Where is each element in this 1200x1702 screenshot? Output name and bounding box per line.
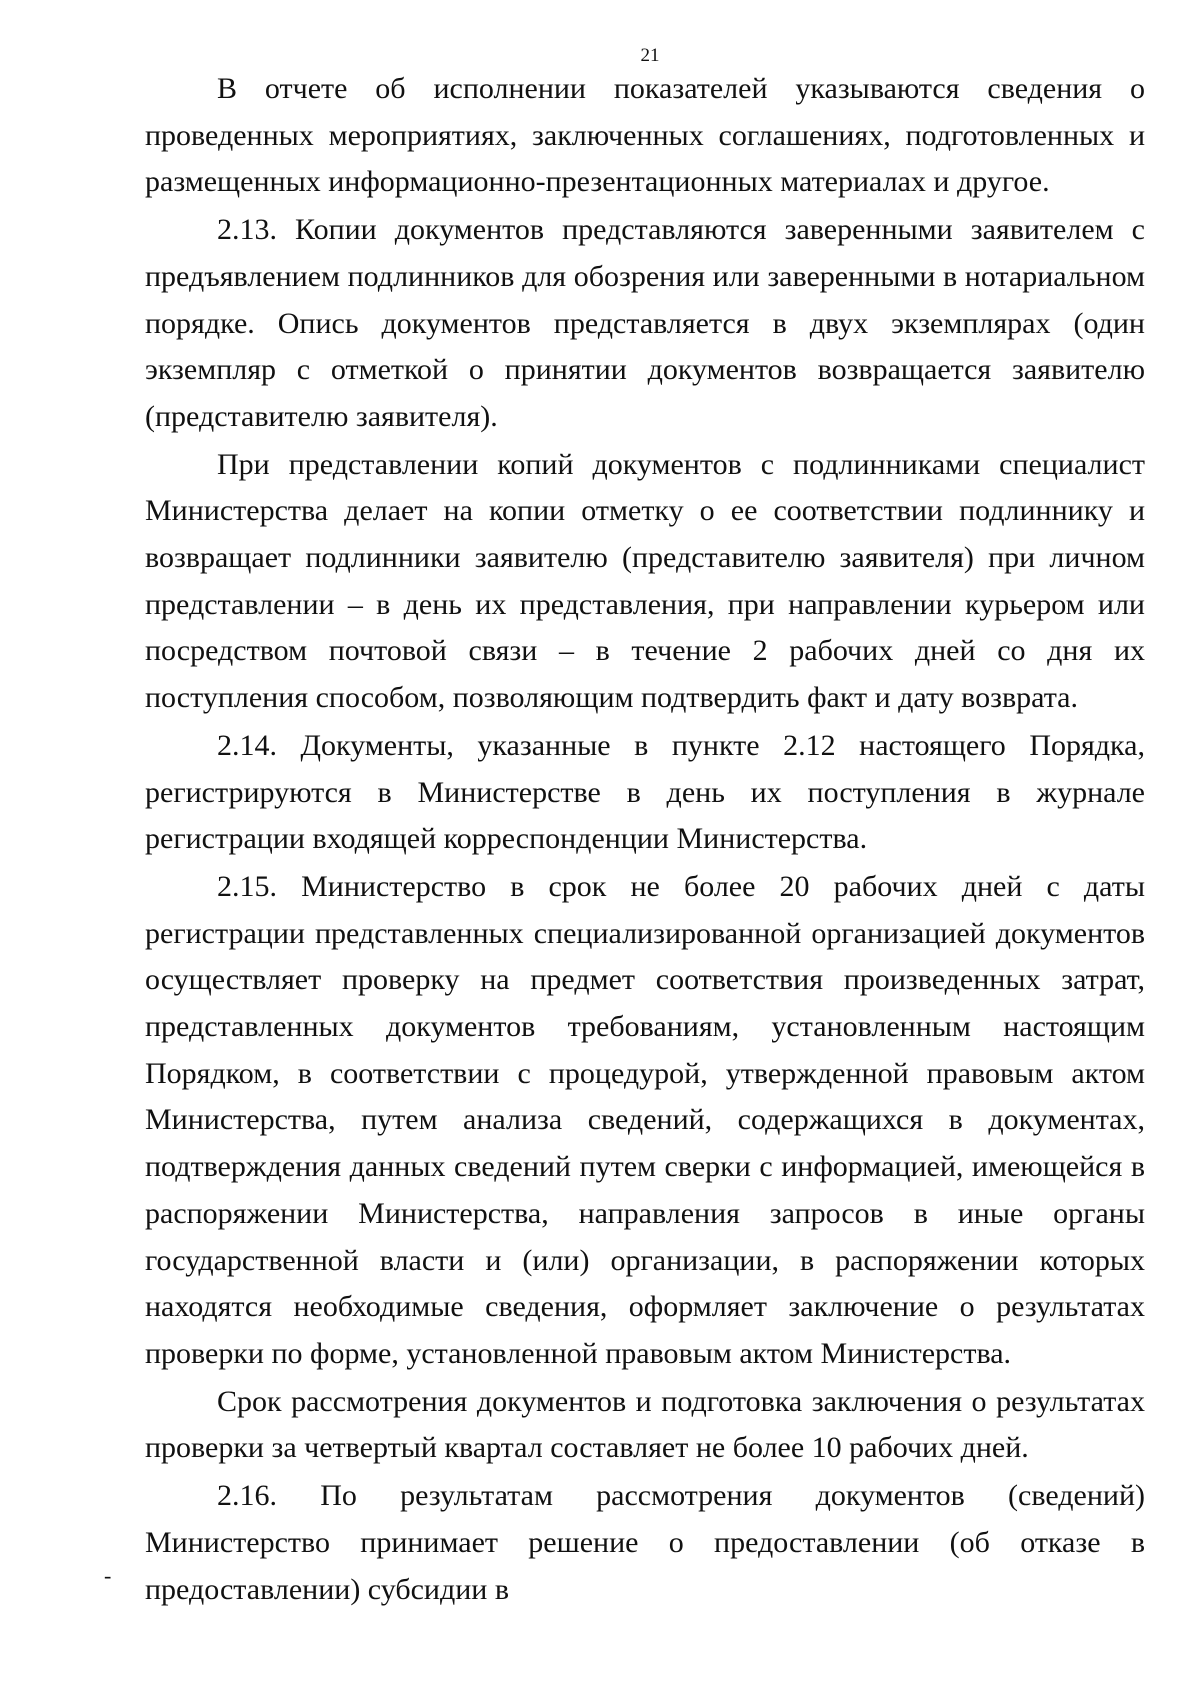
- margin-mark: -: [104, 1563, 112, 1588]
- paragraph-2-13-document-copies: 2.13. Копии документов представляются заверенными заявителем с предъявлением подлинников для обозрения или заверенными в нотариальном порядке. Опись документов представляется в двух экземплярах (один экземпляр с отметкой о принятии документов возвращается заявителю (представителю заявителя).: [145, 213, 1145, 433]
- paragraph-copies-with-originals: При представлении копий документов с подлинниками специалист Министерства делает на копии отметку о ее соответствии подлиннику и возвращает подлинники заявителю (представителю заявителя) при личном представлении – в день их представления, при направлении курьером или посредством почтовой связи – в течение 2 рабочих дней со дня их поступления способом, позволяющим подтвердить факт и дату возврата.: [145, 447, 1145, 715]
- paragraph-2-15-ministry-review: 2.15. Министерство в срок не более 20 рабочих дней с даты регистрации представленных специализированной организацией документов осуществляет проверку на предмет соответствия произведенных затрат, представленных документов требованиям, установленным настоящим Порядком, в соответствии с процедурой, утвержденной правовым актом Министерства, путем анализа сведений, содержащихся в документах, подтверждения данных сведений путем сверки с информацией, имеющейся в распоряжении Министерства, направления запросов в иные органы государственной власти и (или) организации, в распоряжении которых находятся необходимые сведения, оформляет заключение о результатах проверки по форме, установленной правовым актом Министерства.: [145, 869, 1145, 1370]
- paragraph-2-16-decision: 2.16. По результатам рассмотрения документов (сведений) Министерство принимает решение о предоставлении (об отказе в предоставлении) субсидии в: [145, 1479, 1145, 1606]
- paragraph-2-14-registration: 2.14. Документы, указанные в пункте 2.12 настоящего Порядка, регистрируются в Министерстве в день их поступления в журнале регистрации входящей корреспонденции Министерства.: [145, 728, 1145, 856]
- paragraph-review-period: Срок рассмотрения документов и подготовка заключения о результатах проверки за четвертый квартал составляет не более 10 рабочих дней.: [145, 1384, 1145, 1465]
- page-number: 21: [640, 45, 660, 66]
- document-body: [145, 66, 1145, 1613]
- paragraph-report-indicators: В отчете об исполнении показателей указываются сведения о проведенных мероприятиях, заключенных соглашениях, подготовленных и размещенных информационно-презентационных материалах и другое.: [145, 72, 1145, 199]
